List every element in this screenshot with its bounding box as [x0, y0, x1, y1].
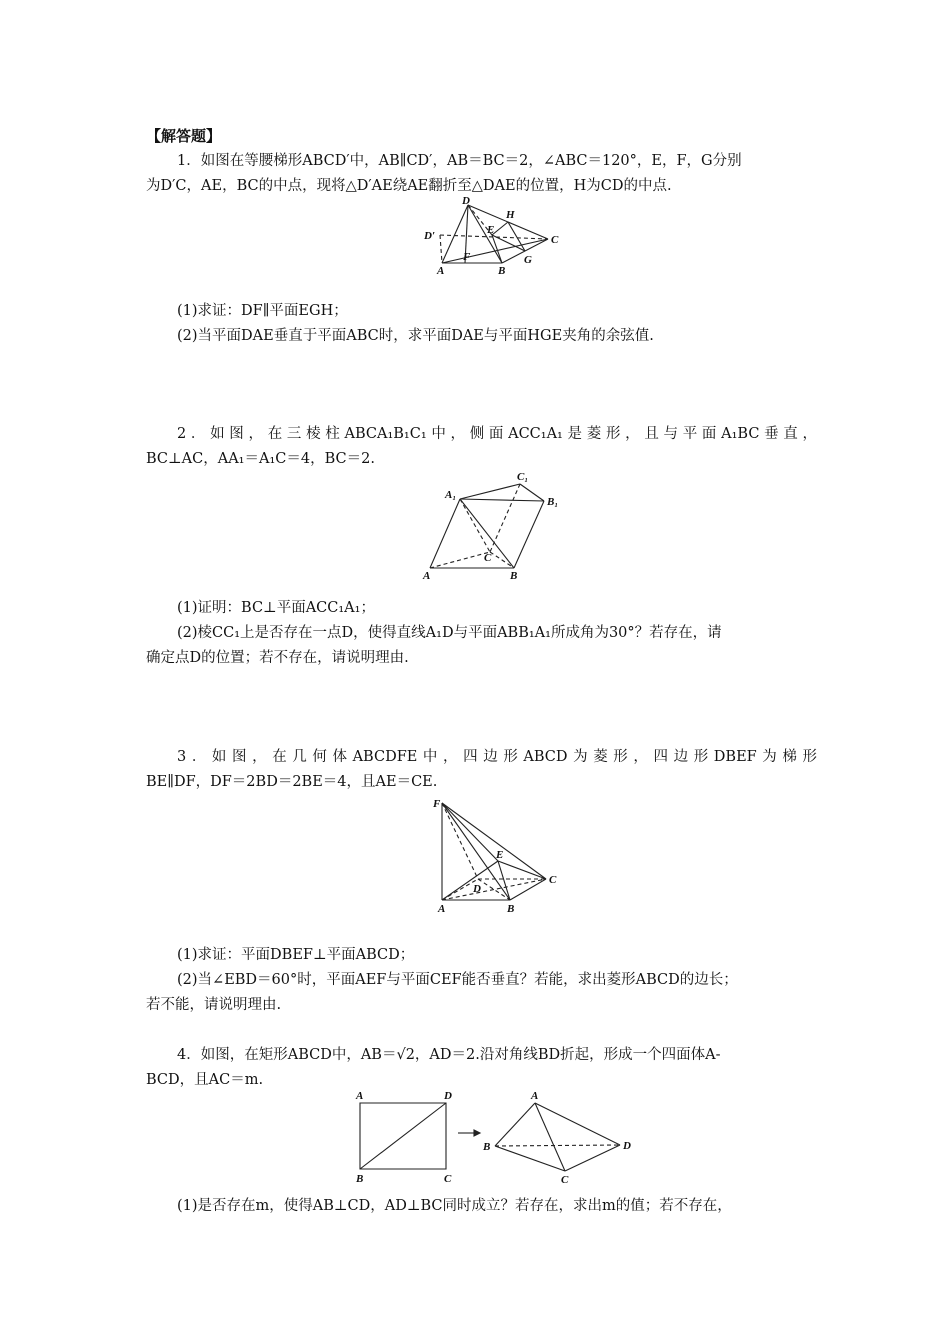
problem-1-line-2: 为D′C，AE，BC的中点，现将△D′AE绕AE翻折至△DAE的位置，H为CD的中点. [146, 178, 672, 194]
problem-2-question-1: (1)证明：BC⊥平面ACC₁A₁； [177, 600, 375, 616]
problem-2-line-1: 2．如图，在三棱柱ABCA₁B₁C₁中，侧面ACC₁A₁是菱形，且与平面A₁BC垂直， [177, 426, 817, 442]
problem-4-line-1: 4．如图，在矩形ABCD中，AB＝√2，AD＝2.沿对角线BD折起，形成一个四面体A- [177, 1047, 721, 1063]
problem-2-question-2: (2)棱CC₁上是否存在一点D，使得直线A₁D与平面ABB₁A₁所成角为30°？若存在，请 [177, 625, 722, 641]
label-C1: C₁ [517, 471, 529, 483]
label-A-rect: A [356, 1090, 364, 1102]
edge-BD-tetra-dashed [495, 1145, 620, 1146]
label-B: B [498, 265, 506, 277]
problem-3-line-1: 3．如图，在几何体ABCDFE中，四边形ABCD为菱形，四边形DBEF为梯形 [177, 749, 817, 765]
label-E: E [496, 849, 504, 861]
edge-EC [498, 861, 546, 879]
arrow-head-icon [474, 1130, 480, 1136]
edge-A1B1 [460, 499, 544, 501]
label-D-tetra: D [623, 1140, 631, 1152]
edge-FC [442, 803, 546, 879]
label-G: G [524, 254, 532, 266]
label-B-tetra: B [483, 1141, 491, 1153]
label-C: C [549, 874, 557, 886]
section-title: 【解答题】 [146, 127, 222, 145]
edge-DB [468, 205, 502, 263]
edge-FE [442, 803, 498, 861]
label-B1: B₁ [547, 496, 559, 508]
label-C: C [484, 552, 492, 564]
diagonal-BD [360, 1103, 446, 1169]
edge-B1B [514, 501, 544, 568]
label-E: E [487, 224, 495, 236]
problem-3-question-2: (2)当∠EBD＝60°时，平面AEF与平面CEF能否垂直？若能，求出菱形ABCD的边长； [177, 972, 738, 988]
problem-3-question-2-cont: 若不能，请说明理由. [146, 997, 282, 1013]
edge-FD-dashed [442, 803, 478, 879]
label-B-rect: B [356, 1173, 364, 1185]
label-A: A [438, 903, 446, 915]
problem-3-line-2: BE∥DF，DF＝2BD＝2BE＝4，且AE＝CE. [146, 774, 438, 790]
edge-EH [492, 222, 508, 235]
edge-CD-tetra [565, 1145, 620, 1171]
label-D-rect: D [444, 1090, 452, 1102]
edge-AC-tetra [535, 1103, 565, 1171]
edge-A1C1 [460, 484, 520, 499]
edge-CB-dashed [490, 552, 514, 568]
edge-AB-tetra [495, 1103, 535, 1146]
figure-2-triangular-prism [420, 468, 570, 583]
edge-EB [498, 861, 510, 900]
label-C: C [551, 234, 559, 246]
label-D: D [462, 195, 470, 207]
edge-A1C-dashed [460, 499, 490, 552]
edge-A1A [430, 499, 460, 568]
edge-BC-tetra [495, 1146, 565, 1171]
label-B: B [507, 903, 515, 915]
edge-DprimeA-dashed [440, 235, 442, 263]
edge-DB-dashed [478, 879, 510, 900]
label-A: A [423, 570, 431, 582]
label-C-tetra: C [561, 1174, 569, 1186]
figure-3-polyhedron [428, 795, 568, 915]
problem-4-question-1: (1)是否存在m，使得AB⊥CD，AD⊥BC同时成立？若存在，求出m的值；若不存在， [177, 1198, 732, 1214]
problem-4-line-2: BCD，且AC＝m. [146, 1072, 264, 1088]
label-H: H [506, 209, 515, 221]
problem-1-question-1: (1)求证：DF∥平面EGH； [177, 303, 348, 319]
label-A: A [437, 265, 445, 277]
edge-C1B1 [520, 484, 544, 501]
edge-AC-dashed [430, 552, 490, 568]
label-A1: A₁ [445, 489, 457, 501]
label-A-tetra: A [531, 1090, 539, 1102]
edge-AD-tetra [535, 1103, 620, 1145]
figure-4-rectangle-folding [350, 1087, 640, 1187]
label-B: B [510, 570, 518, 582]
label-C-rect: C [444, 1173, 452, 1185]
problem-1-question-2: (2)当平面DAE垂直于平面ABC时，求平面DAE与平面HGE夹角的余弦值. [177, 328, 654, 344]
problem-1-line-1: 1．如图在等腰梯形ABCD′中，AB∥CD′，AB＝BC＝2，∠ABC＝120°，E，F，G分别 [177, 153, 742, 169]
edge-C1C-dashed [490, 484, 520, 552]
figure-1-folded-trapezoid [420, 193, 570, 278]
label-F: F [463, 251, 471, 263]
problem-3-question-1: (1)求证：平面DBEF⊥平面ABCD； [177, 947, 415, 963]
problem-2-line-2: BC⊥AC，AA₁＝A₁C＝4，BC＝2. [146, 451, 375, 467]
problem-2-question-2-cont: 确定点D的位置；若不存在，请说明理由. [146, 650, 409, 666]
label-Dprime: D′ [424, 230, 436, 242]
label-F: F [433, 798, 441, 810]
label-D: D [473, 883, 481, 895]
